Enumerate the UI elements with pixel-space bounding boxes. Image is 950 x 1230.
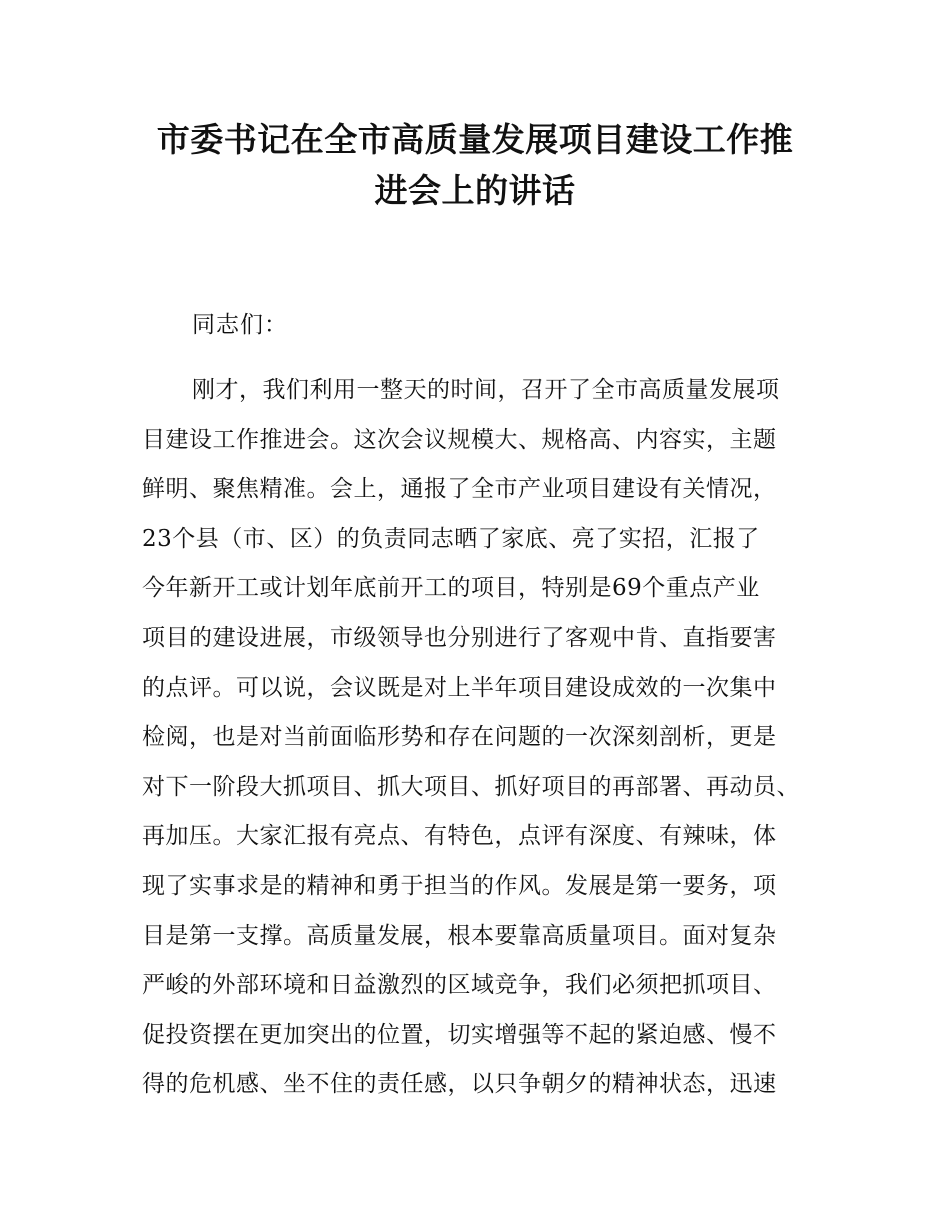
paragraph-line: 项目的建设进展，市级领导也分别进行了客观中肯、直指要害 (142, 624, 777, 651)
paragraph-line: 得的危机感、坐不住的责任感，以只争朝夕的精神状态，迅速 (142, 1071, 777, 1098)
paragraph-line: 目是第一支撑。高质量发展，根本要靠高质量项目。面对复杂 (142, 922, 777, 949)
paragraph-line: 严峻的外部环境和日益激烈的区域竞争，我们必须把抓项目、 (142, 972, 777, 999)
document-title-line-2: 进会上的讲话 (374, 171, 576, 210)
paragraph-line: 今年新开工或计划年底前开工的项目，特别是69个重点产业 (142, 575, 760, 602)
document-title-line-1: 市委书记在全市高质量发展项目建设工作推 (156, 120, 794, 159)
paragraph-line: 检阅，也是对当前面临形势和存在问题的一次深刻剖析，更是 (142, 724, 777, 751)
body-paragraph (142, 370, 842, 1114)
paragraph-line: 鲜明、聚焦精准。会上，通报了全市产业项目建设有关情况， (142, 476, 777, 503)
paragraph-line: 对下一阶段大抓项目、抓大项目、抓好项目的再部署、再动员、 (142, 773, 800, 800)
salutation: 同志们： (192, 312, 288, 338)
paragraph-line: 23个县（市、区）的负责同志晒了家底、亮了实招，汇报了 (142, 525, 760, 552)
paragraph-line: 目建设工作推进会。这次会议规模大、规格高、内容实，主题 (142, 426, 777, 453)
paragraph-line: 促投资摆在更加突出的位置，切实增强等不起的紧迫感、慢不 (142, 1021, 777, 1048)
paragraph-line: 的点评。可以说，会议既是对上半年项目建设成效的一次集中 (142, 674, 777, 701)
paragraph-line: 刚才，我们利用一整天的时间，召开了全市高质量发展项 (192, 377, 780, 403)
paragraph-line: 现了实事求是的精神和勇于担当的作风。发展是第一要务，项 (142, 872, 777, 899)
paragraph-line: 再加压。大家汇报有亮点、有特色，点评有深度、有辣味，体 (142, 823, 777, 850)
